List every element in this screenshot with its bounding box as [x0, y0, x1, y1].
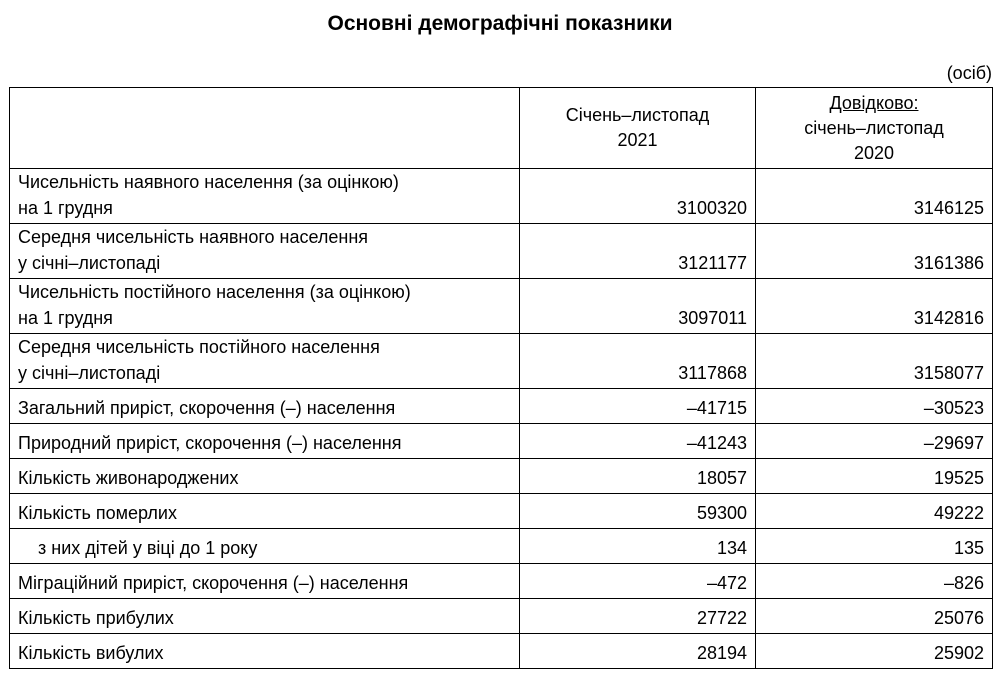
- row-label: Середня чисельність наявного населення у січні–листопаді: [10, 224, 520, 279]
- header-2021-line: 2021: [617, 130, 658, 150]
- value-2020: 49222: [756, 494, 993, 529]
- value-2020: –826: [756, 564, 993, 599]
- value-2021: 3100320: [520, 169, 756, 224]
- table-row: [10, 494, 993, 529]
- header-2021: [520, 88, 756, 169]
- value-2021: 59300: [520, 494, 756, 529]
- value-2021: 3117868: [520, 334, 756, 389]
- value-2020: 19525: [756, 459, 993, 494]
- table-row: [10, 459, 993, 494]
- table-header-row: [10, 88, 993, 169]
- value-2021: 3121177: [520, 224, 756, 279]
- row-label: Чисельність постійного населення (за оцінкою) на 1 грудня: [10, 279, 520, 334]
- value-2021: 27722: [520, 599, 756, 634]
- value-2020: –29697: [756, 424, 993, 459]
- value-2020: 25076: [756, 599, 993, 634]
- row-label: Чисельність наявного населення (за оцінкою) на 1 грудня: [10, 169, 520, 224]
- row-label: Загальний приріст, скорочення (–) населення: [10, 389, 520, 424]
- table-row: [10, 169, 993, 224]
- header-2020-reference: Довідково:: [829, 92, 919, 113]
- value-2021: 28194: [520, 634, 756, 669]
- row-label: Середня чисельність постійного населення у січні–листопаді: [10, 334, 520, 389]
- header-indicator: [10, 88, 520, 169]
- table-row: [10, 634, 993, 669]
- row-label: Кількість прибулих: [10, 599, 520, 634]
- row-label: Природний приріст, скорочення (–) населення: [10, 424, 520, 459]
- row-label: Кількість вибулих: [10, 634, 520, 669]
- table-row: [10, 279, 993, 334]
- row-label-indented: з них дітей у віці до 1 року: [10, 529, 520, 564]
- table-row: [10, 529, 993, 564]
- value-2021: –472: [520, 564, 756, 599]
- value-2021: –41243: [520, 424, 756, 459]
- value-2020: 3158077: [756, 334, 993, 389]
- table-row: [10, 389, 993, 424]
- value-2020: 3142816: [756, 279, 993, 334]
- value-2021: 18057: [520, 459, 756, 494]
- header-2021-line: Січень–листопад: [565, 105, 710, 125]
- page-title: Основні демографічні показники: [327, 12, 673, 35]
- value-2020: –30523: [756, 389, 993, 424]
- demographics-table: [9, 87, 993, 669]
- table-row: [10, 334, 993, 389]
- value-2020: 3146125: [756, 169, 993, 224]
- row-label: Кількість померлих: [10, 494, 520, 529]
- table-row: [10, 564, 993, 599]
- row-label: Кількість живонароджених: [10, 459, 520, 494]
- table-row: [10, 224, 993, 279]
- header-2020: [756, 88, 993, 169]
- value-2021: 3097011: [520, 279, 756, 334]
- row-label: Міграційний приріст, скорочення (–) населення: [10, 564, 520, 599]
- value-2021: 134: [520, 529, 756, 564]
- value-2020: 3161386: [756, 224, 993, 279]
- header-2020-line: 2020: [853, 142, 895, 163]
- value-2021: –41715: [520, 389, 756, 424]
- table-row: [10, 599, 993, 634]
- value-2020: 25902: [756, 634, 993, 669]
- table-row: [10, 424, 993, 459]
- value-2020: 135: [756, 529, 993, 564]
- unit-label: (осіб): [946, 63, 992, 83]
- header-2020-line: січень–листопад: [804, 117, 944, 138]
